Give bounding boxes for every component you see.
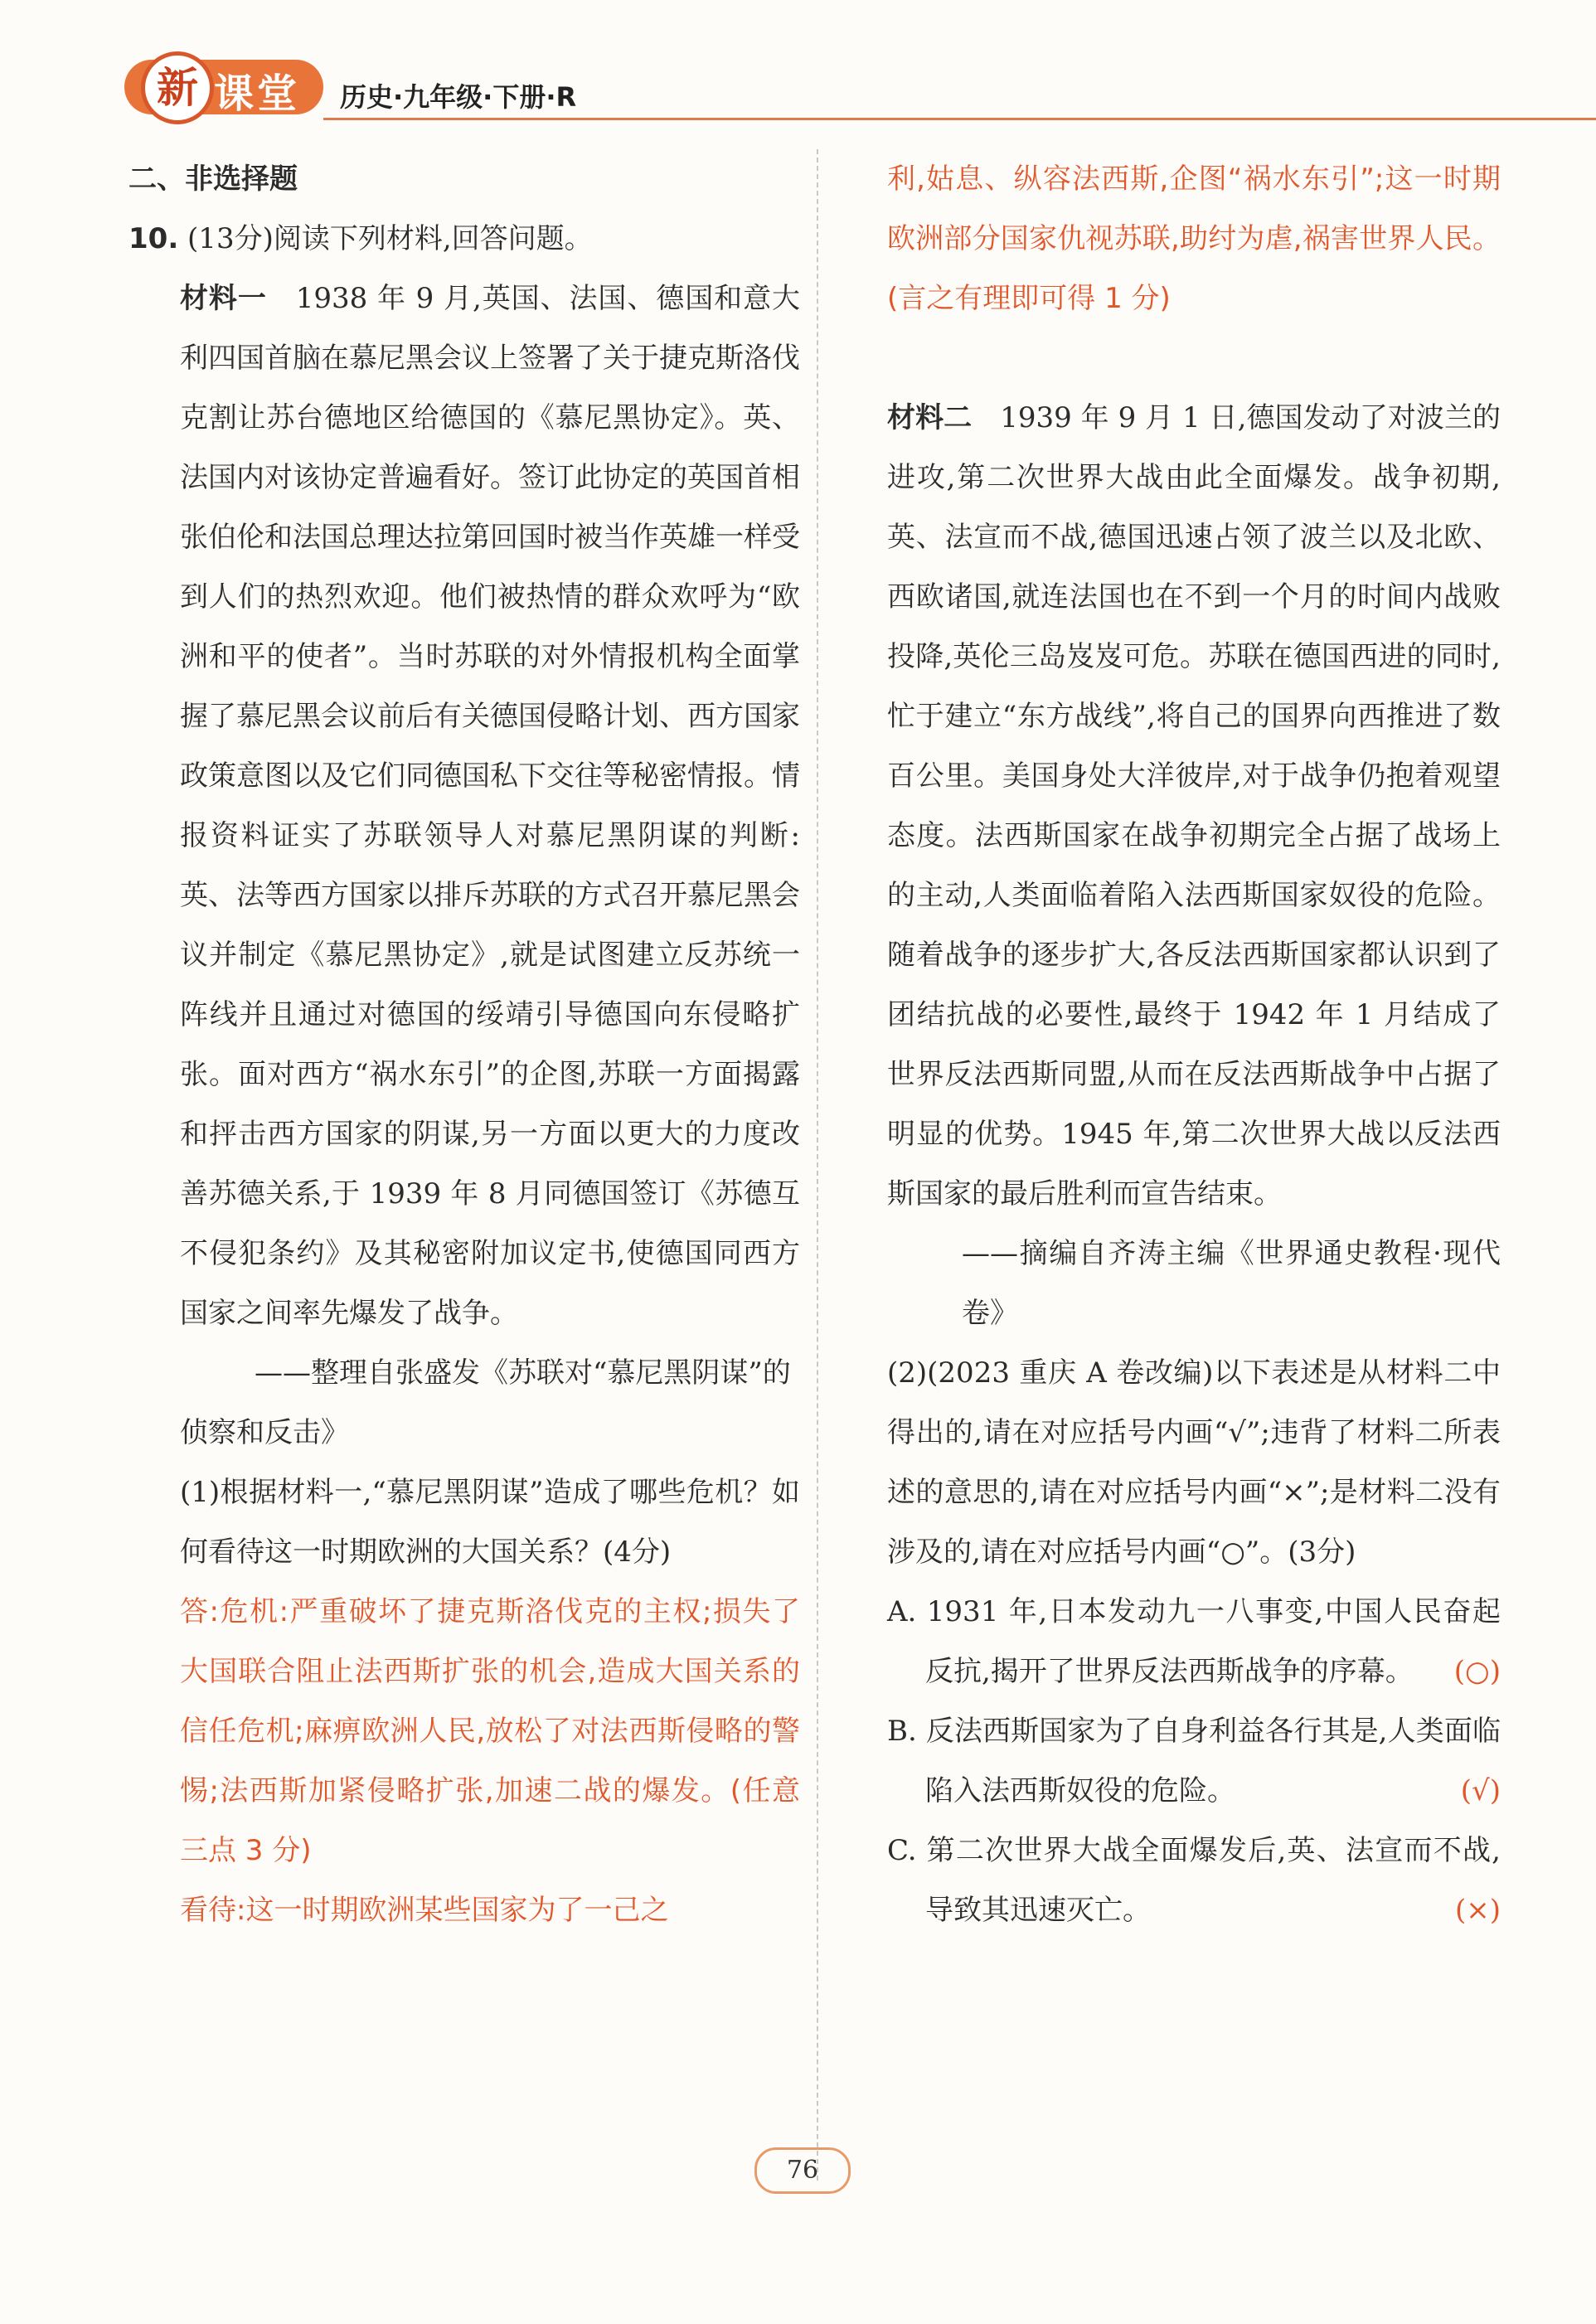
question-10-intro — [129, 209, 800, 269]
material-one — [129, 269, 800, 1343]
option-c-mark: (×) — [1454, 1894, 1501, 1927]
sub-question-2: (2)(2023 重庆 A 卷改编)以下表述是从材料二中得出的,请在对应括号内画“√”;违背了材料二所表述的意思的,请在对应括号内画“×”;是材料二没有涉及的,请在对应括号内画“○”。(3分) — [887, 1356, 1501, 1569]
question-number: 10. — [129, 222, 179, 255]
answer-1: 答:危机:严重破坏了捷克斯洛伐克的主权;损失了大国联合阻止法西斯扩张的机会,造成大国关系的信任危机;麻痹欧洲人民,放松了对法西斯侵略的警惕;法西斯加紧侵略扩张,加速二战的爆发。(任意三点 3 分) — [180, 1595, 800, 1867]
logo-text: 课堂 — [214, 70, 301, 117]
page-header — [124, 50, 1492, 133]
material-two-source: ——摘编自齐涛主编《世界通史教程·现代卷》 — [962, 1237, 1501, 1330]
series-logo — [124, 58, 315, 124]
logo-char: 新 — [141, 51, 214, 124]
material-two — [887, 388, 1501, 1224]
section-title: 二、非选择题 — [129, 163, 298, 196]
left-column — [129, 149, 800, 1940]
material-two-text: 1939 年 9 月 1 日,德国发动了对波兰的进攻,第二次世界大战由此全面爆发。战争初期,英、法宣而不战,德国迅速占领了波兰以及北欧、西欧诸国,就连法国也在不到一个月的时间内战败投降,英伦三岛岌岌可危。苏联在德国西进的同时,忙于建立“东方战线”,将自己的国界向西推进了数百公里。美国身处大洋彼岸,对于战争仍抱着观望态度。法西斯国家在战争初期完全占据了战场上的主动,人类面临着陷入法西斯国家奴役的危险。随着战争的逐步扩大,各反法西斯国家都认识到了团结抗战的必要性,最终于 1942 年 1 月结成了世界反法西斯同盟,从而在反法西斯战争中占据了明显的优势。1945 年,第二次世界大战以反法西斯国家的最后胜利而宣告结束。 — [887, 401, 1501, 1211]
source-text: ——整理自张盛发《苏联对“慕尼黑阴谋”的侦察和反击》 — [180, 1356, 791, 1449]
header-rule — [323, 118, 1596, 120]
column-divider — [817, 149, 818, 2181]
option-c-text: C. 第二次世界大战全面爆发后,英、法宣而不战,导致其迅速灭亡。 — [887, 1834, 1501, 1927]
option-b — [887, 1701, 1501, 1821]
material-one-label: 材料一 — [180, 282, 267, 315]
option-a — [887, 1582, 1501, 1701]
answer-1-continued: 利,姑息、纵容法西斯,企图“祸水东引”;这一时期欧洲部分国家仇视苏联,助纣为虐,祸害世界人民。(言之有理即可得 1 分) — [887, 163, 1501, 315]
book-title: 历史·九年级·下册·R — [340, 81, 577, 113]
option-c — [887, 1821, 1501, 1940]
option-b-text: B. 反法西斯国家为了自身利益各行其是,人类面临陷入法西斯奴役的危险。 — [887, 1715, 1501, 1807]
material-one-source — [129, 1343, 800, 1463]
right-column — [887, 149, 1501, 1940]
material-two-label: 材料二 — [887, 401, 973, 434]
material-one-text: 1938 年 9 月,英国、法国、德国和意大利四国首脑在慕尼黑会议上签署了关于捷克斯洛伐克割让苏台德地区给德国的《慕尼黑协定》。英、法国内对该协定普遍看好。签订此协定的英国首相张伯伦和法国总理达拉第回国时被当作英雄一样受到人们的热烈欢迎。他们被热情的群众欢呼为“欧洲和平的使者”。当时苏联的对外情报机构全面掌握了慕尼黑会议前后有关德国侵略计划、西方国家政策意图以及它们同德国私下交往等秘密情报。情报资料证实了苏联领导人对慕尼黑阴谋的判断:英、法等西方国家以排斥苏联的方式召开慕尼黑会议并制定《慕尼黑协定》,就是试图建立反苏统一阵线并且通过对德国的绥靖引导德国向东侵略扩张。面对西方“祸水东引”的企图,苏联一方面揭露和抨击西方国家的阴谋,另一方面以更大的力度改善苏德关系,于 1939 年 8 月同德国签订《苏德互不侵犯条约》及其秘密附加议定书,使德国同西方国家之间率先爆发了战争。 — [180, 282, 801, 1330]
answer-1-view: 看待:这一时期欧洲某些国家为了一己之 — [180, 1894, 669, 1927]
option-a-text: A. 1931 年,日本发动九一八事变,中国人民奋起反抗,揭开了世界反法西斯战争的序幕。 — [887, 1595, 1501, 1688]
sub-question-1: (1)根据材料一,“慕尼黑阴谋”造成了哪些危机？如何看待这一时期欧洲的大国关系？(4分) — [180, 1476, 800, 1569]
option-b-mark: (√) — [1460, 1774, 1501, 1807]
spacer — [887, 328, 1501, 388]
question-intro-text: (13分)阅读下列材料,回答问题。 — [187, 222, 593, 255]
page-number: 76 — [754, 2147, 851, 2194]
option-a-mark: (○) — [1453, 1655, 1501, 1688]
